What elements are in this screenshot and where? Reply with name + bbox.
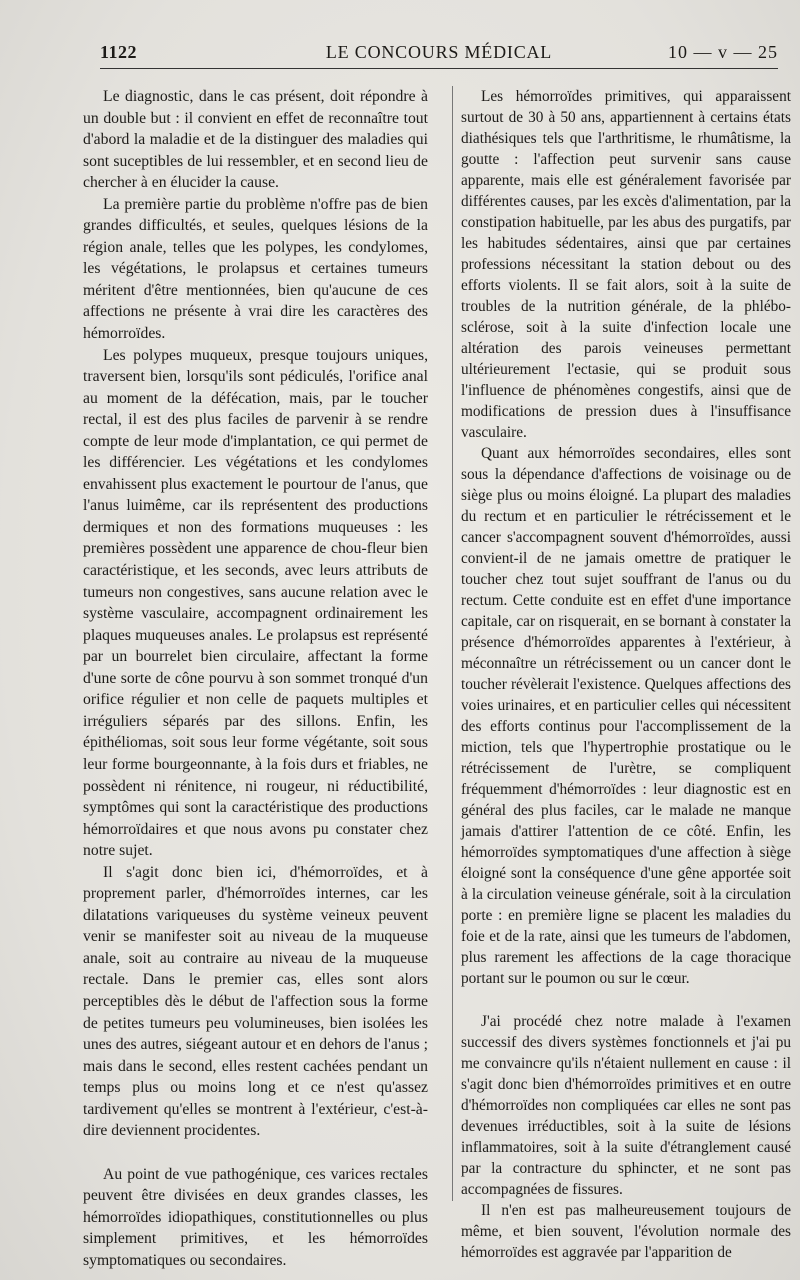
paragraph-internal-hemorrhoids: Il s'agit donc bien ici, d'hémorroïdes, et à proprement parler, d'hémorroïdes internes, car les dilatations variqueuses du système veineux peuvent venir se manifester soit au niveau de la muqueuse anale, soit au contraire au niveau de la muqueuse rectale. Dans le premier cas, elles sont alors perceptibles dès le début de l'affection sous la forme de petites tumeurs peu volumineuses, bien isolées les unes des autres, siégeant autour et en dehors de l'anus ; mais dans le second, elles restent cachées pendant un temps plus ou moins long et ce n'est qu'assez tardivement qu'elles se montrent à l'extérieur, c'est-à-dire deviennent procidentes. — [83, 863, 428, 1140]
issue-date: 10 — v — 25 — [668, 42, 778, 62]
paragraph-primary: Les hémorroïdes primitives, qui apparaissent surtout de 30 à 50 ans, appartiennent à certains états diathésiques tels que l'arthritisme, le rhumâtisme, la goutte : l'affection peut survenir sans cause apparente, mais elle est généralement favorisée par différentes causes, par les excès d'alimentation, par la constipation habituelle, par les abus des purgatifs, par les habitudes sédentaires, ainsi que par certaines professions nécessitant la station debout ou des efforts violents. Il se fait alors, soit à la suite de troubles de la nutrition générale, de la phlébo-sclérose, soit à la suite d'infection locale une altération des parois veineuses permettant ultérieurement l'ectasie, qui se produit sous l'influence de phénomènes congestifs, ainsi que de modifications de pression dues à l'insuffisance vasculaire. — [461, 88, 791, 441]
journal-title: LE CONCOURS MÉDICAL — [325, 42, 553, 62]
paragraph-diagnostic: Le diagnostic, dans le cas présent, doit répondre à un double but : il convient en effet de reconnaître tout d'abord la maladie et de la distinguer des maladies qui sont suceptibles de lui ressembler, et en second lieu de chercher à en élucider la cause. — [83, 88, 428, 192]
page-number: 1122 — [100, 42, 138, 62]
paragraph-polyps: Les polypes muqueux, presque toujours uniques, traversent bien, lorsqu'ils sont pédiculés, l'orifice anal au moment de la défécation, mais, par le toucher rectal, il est des plus faciles de parvenir à se rendre compte de leur mode d'implantation, ce qui permet de les différencier. Les végétations et les condylomes envahissent plus exactement le pourtour de l'anus, que l'anus luimême, car ils représentent des productions dermiques et non des formations muqueuses : les premières possèdent une apparence de chou-fleur bien caractéristique, et les seconds, avec leurs attributs de tumeurs non congestives, sans aucune relation avec le système vasculaire, accompagnent ordinairement les plaques muqueuses anales. Le prolapsus est représenté par un bourrelet bien circulaire, affectant la forme d'une sorte de cône pourvu à son sommet tronqué d'un orifice régulier et non celle de paquets multiples et irréguliers séparés par des sillons. Enfin, les épithéliomas, soit sous leur forme végétante, soit sous leur forme bourgeonnante, à la fois durs et friables, ne possèdent ni rénitence, ni rougeur, ni réductibilité, symptômes qui sont la caractéristique des productions hémorroïdaires et que nous avons pu constater chez notre sujet. — [83, 346, 428, 860]
paragraph-first-part: La première partie du problème n'offre pas de bien grandes difficultés, et seules, quelques lésions de la région anale, telles que les polypes, les condylomes, les végétations, le prolapsus et certaines tumeurs méritent d'être mentionnées, bien qu'aucune de ces affections ne présente à vrai dire les caractères des hémorroïdes. — [83, 195, 428, 343]
column-divider — [452, 86, 453, 1201]
header-rule — [100, 68, 778, 69]
paragraph-examination: J'ai procédé chez notre malade à l'examen successif des divers systèmes fonctionnels et j'ai pu me convaincre qu'ils n'étaient nullement en cause : il s'agit donc bien d'hémorroïdes primitives et en outre d'hémorroïdes non compliquées car elles ne sont pas devenues irréductibles, soit à la suite de lésions inflammatoires, soit à la suite d'étranglement causé par la contracture du sphincter, et ne sont pas accompagnées de fissures. — [461, 1013, 791, 1198]
paragraph-secondary: Quant aux hémorroïdes secondaires, elles sont sous la dépendance d'affections de voisinage ou de siège plus ou moins éloigné. La plupart des maladies du rectum et en particulier le rétrécissement et le cancer s'accompagnent souvent d'hémorroïdes, aussi convient-il de ne jamais omettre de pratiquer le toucher chez tout sujet souffrant de l'anus ou du rectum. Cette conduite est en effet d'une importance capitale, car on risquerait, en se bornant à constater la présence d'hémorroïdes apparentes à l'extérieur, à méconnaître un rétrécissement ou un cancer dont le toucher révèlerait l'existence. Quelques affections des voies urinaires, et en particulier celles qui nécessitent des efforts continus pour l'accomplissement de la miction, tels que l'hypertrophie prostatique ou le rétrécissement de l'urètre, se compliquent fréquemment d'hémorroïdes : leur diagnostic est en général des plus faciles, car le malade ne manque jamais d'attirer l'attention de ce côté. Enfin, les hémorroïdes symptomatiques d'une affection à siège éloigné sont la conséquence d'une gêne apportée soit à la circulation veineuse générale, soit à la circulation porte : en première ligne se placent les maladies du foie et de la rate, ainsi que les tumeurs de l'abdomen, plus rarement les affections de la cage thoracique portant sur le poumon ou sur le cœur. — [461, 445, 791, 987]
paragraph-pathogenesis: Au point de vue pathogénique, ces varices rectales peuvent être divisées en deux grandes classes, les hémorroïdes idiopathiques, constitutionnelles ou plus simplement primitives, et les hémorroïdes symptomatiques ou secondaires. — [83, 1165, 428, 1269]
right-column — [461, 86, 791, 1263]
paragraph-complications: Il n'en est pas malheureusement toujours de même, et bien souvent, l'évolution normale des hémorroïdes est aggravée par l'apparition de — [461, 1202, 791, 1261]
left-column — [83, 86, 428, 1272]
page-header — [100, 40, 778, 70]
